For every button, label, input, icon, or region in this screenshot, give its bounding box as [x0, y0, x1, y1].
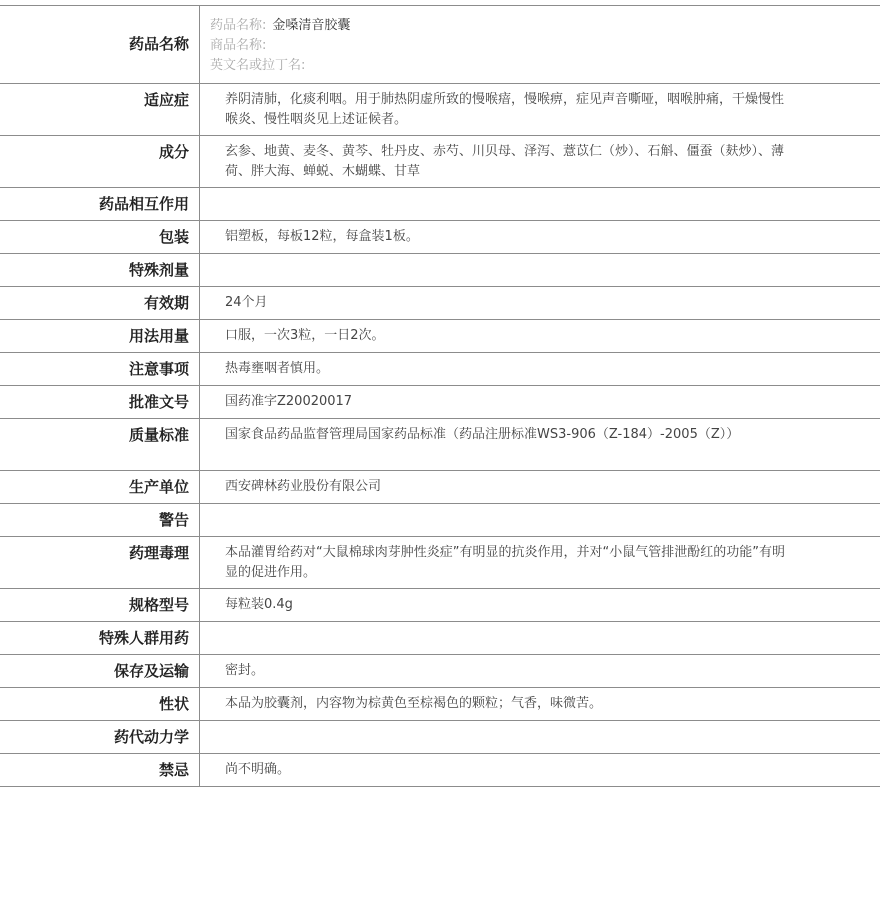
spec-row-approval-number	[0, 386, 880, 419]
row-label: 保存及运输	[0, 655, 200, 687]
row-label: 药品名称	[0, 6, 200, 83]
row-label: 药品相互作用	[0, 188, 200, 220]
row-value	[200, 622, 880, 654]
spec-row-shelf-life	[0, 287, 880, 320]
row-value: 国药准字Z20020017	[225, 394, 353, 409]
generic-name-value: 金嗓清音胶囊	[272, 18, 351, 33]
row-label: 适应症	[0, 84, 200, 135]
row-label: 质量标准	[0, 419, 200, 470]
row-value: 尚不明确。	[225, 762, 291, 777]
row-value: 西安碑林药业股份有限公司	[225, 479, 382, 494]
row-value: 口服，一次3粒，一日2次。	[225, 328, 385, 343]
spec-row-pharmacology	[0, 537, 880, 589]
spec-row-special-populations	[0, 622, 880, 655]
english-name-line	[210, 56, 880, 76]
row-value	[200, 504, 880, 536]
row-label: 用法用量	[0, 320, 200, 352]
row-value: 养阴清肺，化痰利咽。用于肺热阴虚所致的慢喉瘖，慢喉痹，症见声音嘶哑，咽喉肿痛，干燥慢性喉炎、慢性咽炎见上述证候者。	[225, 92, 785, 127]
drug-names	[200, 6, 880, 83]
row-label: 药理毒理	[0, 537, 200, 588]
row-label: 批准文号	[0, 386, 200, 418]
spec-row-warning	[0, 504, 880, 537]
spec-row-contraindications	[0, 754, 880, 787]
spec-row-description	[0, 688, 880, 721]
generic-name-key: 药品名称:	[210, 18, 267, 33]
row-label: 性状	[0, 688, 200, 720]
row-value: 密封。	[225, 663, 265, 678]
row-value	[200, 721, 880, 753]
row-label: 警告	[0, 504, 200, 536]
spec-row-specification	[0, 589, 880, 622]
spec-row-drug-name	[0, 6, 880, 84]
row-label: 禁忌	[0, 754, 200, 786]
spec-row-indications	[0, 84, 880, 136]
spec-row-manufacturer	[0, 471, 880, 504]
spec-row-pharmacokinetics	[0, 721, 880, 754]
row-value: 玄参、地黄、麦冬、黄芩、牡丹皮、赤芍、川贝母、泽泻、薏苡仁（炒）、石斛、僵蚕（麸炒）、薄荷、胖大海、蝉蜕、木蝴蝶、甘草	[225, 144, 785, 179]
row-label: 药代动力学	[0, 721, 200, 753]
spec-row-precautions	[0, 353, 880, 386]
generic-name-line	[210, 16, 880, 36]
row-value: 本品灌胃给药对“大鼠棉球肉芽肿性炎症”有明显的抗炎作用，并对“小鼠气管排泄酚红的功能”有明显的促进作用。	[225, 545, 785, 580]
spec-row-storage	[0, 655, 880, 688]
spec-row-quality-standard	[0, 419, 880, 471]
row-label: 注意事项	[0, 353, 200, 385]
row-value: 每粒装0.4g	[225, 597, 293, 612]
row-value	[200, 188, 880, 220]
row-label: 包装	[0, 221, 200, 253]
spec-row-ingredients	[0, 136, 880, 188]
row-value: 本品为胶囊剂，内容物为棕黄色至棕褐色的颗粒；气香，味微苦。	[225, 696, 603, 711]
row-label: 成分	[0, 136, 200, 187]
row-value: 铝塑板，每板12粒，每盒装1板。	[225, 229, 419, 244]
row-label: 特殊人群用药	[0, 622, 200, 654]
row-label: 生产单位	[0, 471, 200, 503]
row-value: 国家食品药品监督管理局国家药品标准（药品注册标准WS3-906（Z-184）-2005（Z））	[225, 427, 740, 442]
spec-row-interactions	[0, 188, 880, 221]
row-value: 热毒壅咽者慎用。	[225, 361, 330, 376]
row-label: 有效期	[0, 287, 200, 319]
english-name-key: 英文名或拉丁名:	[210, 58, 306, 73]
drug-spec-table	[0, 5, 880, 787]
row-value: 24个月	[225, 295, 268, 310]
trade-name-line	[210, 36, 880, 56]
spec-row-packaging	[0, 221, 880, 254]
trade-name-key: 商品名称:	[210, 38, 267, 53]
row-value	[200, 254, 880, 286]
spec-row-dosage	[0, 320, 880, 353]
row-label: 规格型号	[0, 589, 200, 621]
spec-row-special-dosage	[0, 254, 880, 287]
row-label: 特殊剂量	[0, 254, 200, 286]
